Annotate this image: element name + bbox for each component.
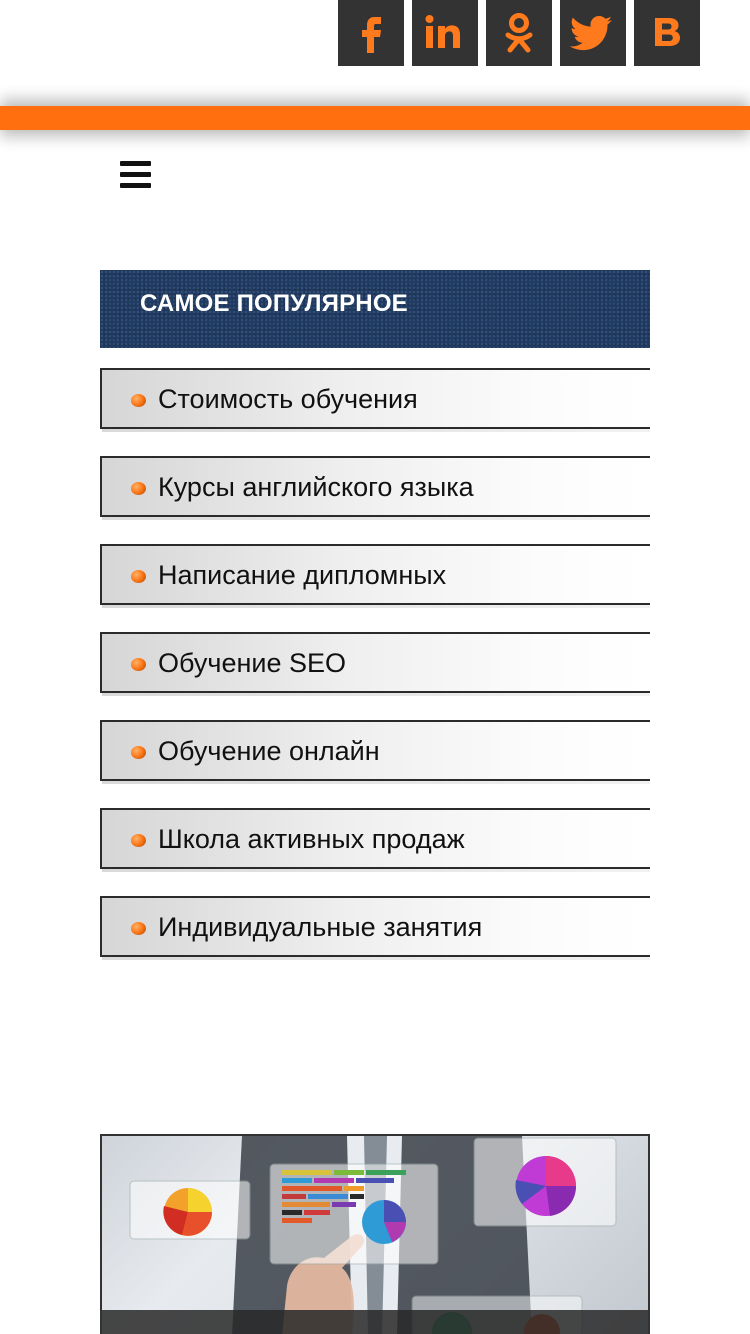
list-item-label: Школа активных продаж	[158, 824, 465, 854]
list-item-label: Индивидуальные занятия	[158, 912, 483, 942]
bullet-icon	[131, 658, 146, 671]
hamburger-icon-line	[120, 172, 151, 177]
list-item-label: Обучение SEO	[158, 648, 346, 678]
facebook-icon	[344, 6, 398, 60]
list-item[interactable]	[100, 632, 650, 693]
list-item-label: Стоимость обучения	[158, 384, 418, 414]
menu-toggle-button[interactable]	[120, 161, 151, 189]
popular-section-title: САМОЕ ПОПУЛЯРНОЕ	[140, 290, 408, 317]
bullet-icon	[131, 482, 146, 495]
twitter-link[interactable]	[560, 0, 626, 66]
banner-caption-bar	[102, 1310, 648, 1334]
social-links	[338, 0, 700, 66]
list-item[interactable]	[100, 368, 650, 429]
popular-list	[100, 368, 650, 984]
bullet-icon	[131, 922, 146, 935]
list-item[interactable]	[100, 808, 650, 869]
vkontakte-link[interactable]	[634, 0, 700, 66]
business-charts-image	[102, 1136, 650, 1334]
bullet-icon	[131, 394, 146, 407]
hamburger-icon-line	[120, 183, 151, 188]
odnoklassniki-icon	[492, 6, 546, 60]
bullet-icon	[131, 834, 146, 847]
twitter-icon	[566, 6, 620, 60]
hamburger-icon	[120, 161, 151, 166]
header-stripe	[0, 106, 750, 130]
popular-section-header	[100, 270, 650, 348]
list-item-label: Курсы английского языка	[158, 472, 474, 502]
list-item[interactable]	[100, 896, 650, 957]
linkedin-link[interactable]	[412, 0, 478, 66]
list-item-label: Обучение онлайн	[158, 736, 380, 766]
bullet-icon	[131, 746, 146, 759]
list-item[interactable]	[100, 720, 650, 781]
list-item[interactable]	[100, 456, 650, 517]
vkontakte-icon	[640, 6, 694, 60]
list-item-label: Написание дипломных	[158, 560, 447, 590]
list-item[interactable]	[100, 544, 650, 605]
odnoklassniki-link[interactable]	[486, 0, 552, 66]
facebook-link[interactable]	[338, 0, 404, 66]
banner-image[interactable]	[100, 1134, 650, 1334]
linkedin-icon	[418, 6, 472, 60]
bullet-icon	[131, 570, 146, 583]
